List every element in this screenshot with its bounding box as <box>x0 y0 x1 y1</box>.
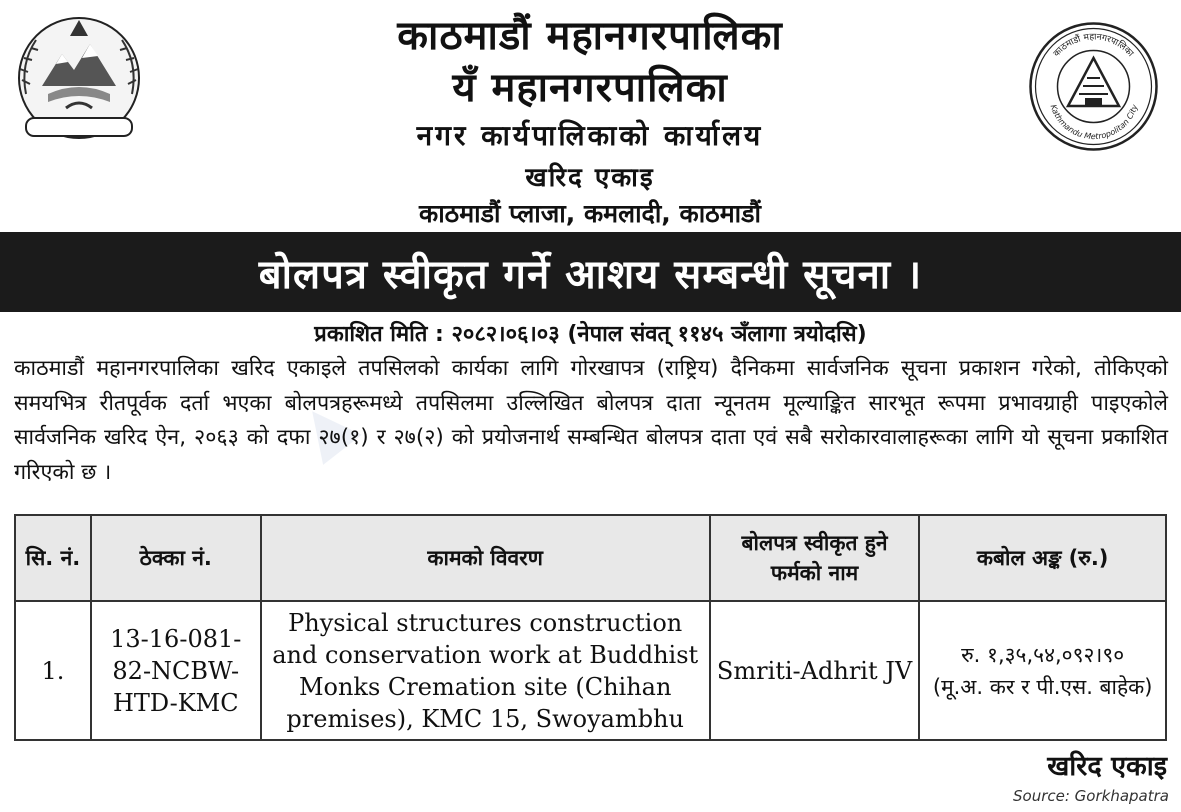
cell-contract-no: 13-16-081-82-NCBW-HTD-KMC <box>91 601 261 740</box>
cell-description: Physical structures construction and conservation work at Buddhist Monks Cremation site (Chihan premises), KMC 15, Swoyambhu <box>261 601 710 740</box>
nepal-emblem-icon <box>12 14 146 148</box>
cell-amount <box>919 601 1166 740</box>
notice-title: बोलपत्र स्वीकृत गर्ने आशय सम्बन्धी सूचना । <box>258 251 923 298</box>
cell-firm: Smriti-Adhrit JV <box>710 601 920 740</box>
notice-body: काठमाडौं महानगरपालिका खरिद एकाइले तपसिलको कार्यका लागि गोरखापत्र (राष्ट्रिय) दैनिकमा सार्वजनिक सूचना प्रकाशन गरेको, तोकिएको समयभित्र रीतपूर्वक दर्ता भएका बोलपत्रहरूमध्ये तपसिलमा उल्लिखित बोलपत्र दाता न्यूनतम मूल्याङ्कित सारभूत रूपमा प्रभावग्राही पाइएकोले सार्वजनिक खरिद ऐन, २०६३ को दफा २७(१) र २७(२) को प्रयोजनार्थ सम्बन्धित बोलपत्र दाता एवं सबै सरोकारवालाहरूका लागि यो सूचना प्रकाशित गरिएको छ । <box>14 356 1168 485</box>
table-row <box>15 601 1166 740</box>
header-address: काठमाडौं प्लाजा, कमलादी, काठमाडौं <box>419 199 761 228</box>
col-header-description: कामको विवरण <box>261 515 710 601</box>
seal-top-text: काठमाडौं महानगरपालिका <box>1051 32 1136 60</box>
col-header-contract-no: ठेक्का नं. <box>91 515 261 601</box>
watermark: ▲ <box>282 382 367 472</box>
header-unit: खरिद एकाइ <box>525 163 655 193</box>
header-office: नगर कार्यपालिकाको कार्यालय <box>416 119 764 152</box>
col-header-amount: कबोल अङ्क (रु.) <box>919 515 1166 601</box>
award-table <box>14 514 1167 741</box>
seal-bottom-text: Kathmandu Metropolitan City <box>1048 103 1140 142</box>
cell-sn: 1. <box>15 601 91 740</box>
footer-unit: खरिद एकाइ <box>1047 751 1167 782</box>
table-header-row <box>15 515 1166 601</box>
header-title: काठमाडौं महानगरपालिका <box>397 13 783 59</box>
source-credit: Source: Gorkhapatra <box>1013 787 1169 805</box>
header-title-newari: यँ महानगरपालिका <box>452 65 728 111</box>
amount-note: (मू.अ. कर र पी.एस. बाहेक) <box>932 674 1153 699</box>
col-header-sn: सि. नं. <box>15 515 91 601</box>
amount-value: रु. १,३५,५४,०९२।९० <box>961 642 1125 667</box>
kmc-seal-icon <box>1027 20 1160 153</box>
published-date: प्रकाशित मिति : २०८२।०६।०३ (नेपाल संवत् ११४५ ञँलागा त्रयोदसि) <box>314 322 867 347</box>
notice-title-banner <box>0 232 1181 312</box>
col-header-firm: बोलपत्र स्वीकृत हुने फर्मको नाम <box>710 515 920 601</box>
